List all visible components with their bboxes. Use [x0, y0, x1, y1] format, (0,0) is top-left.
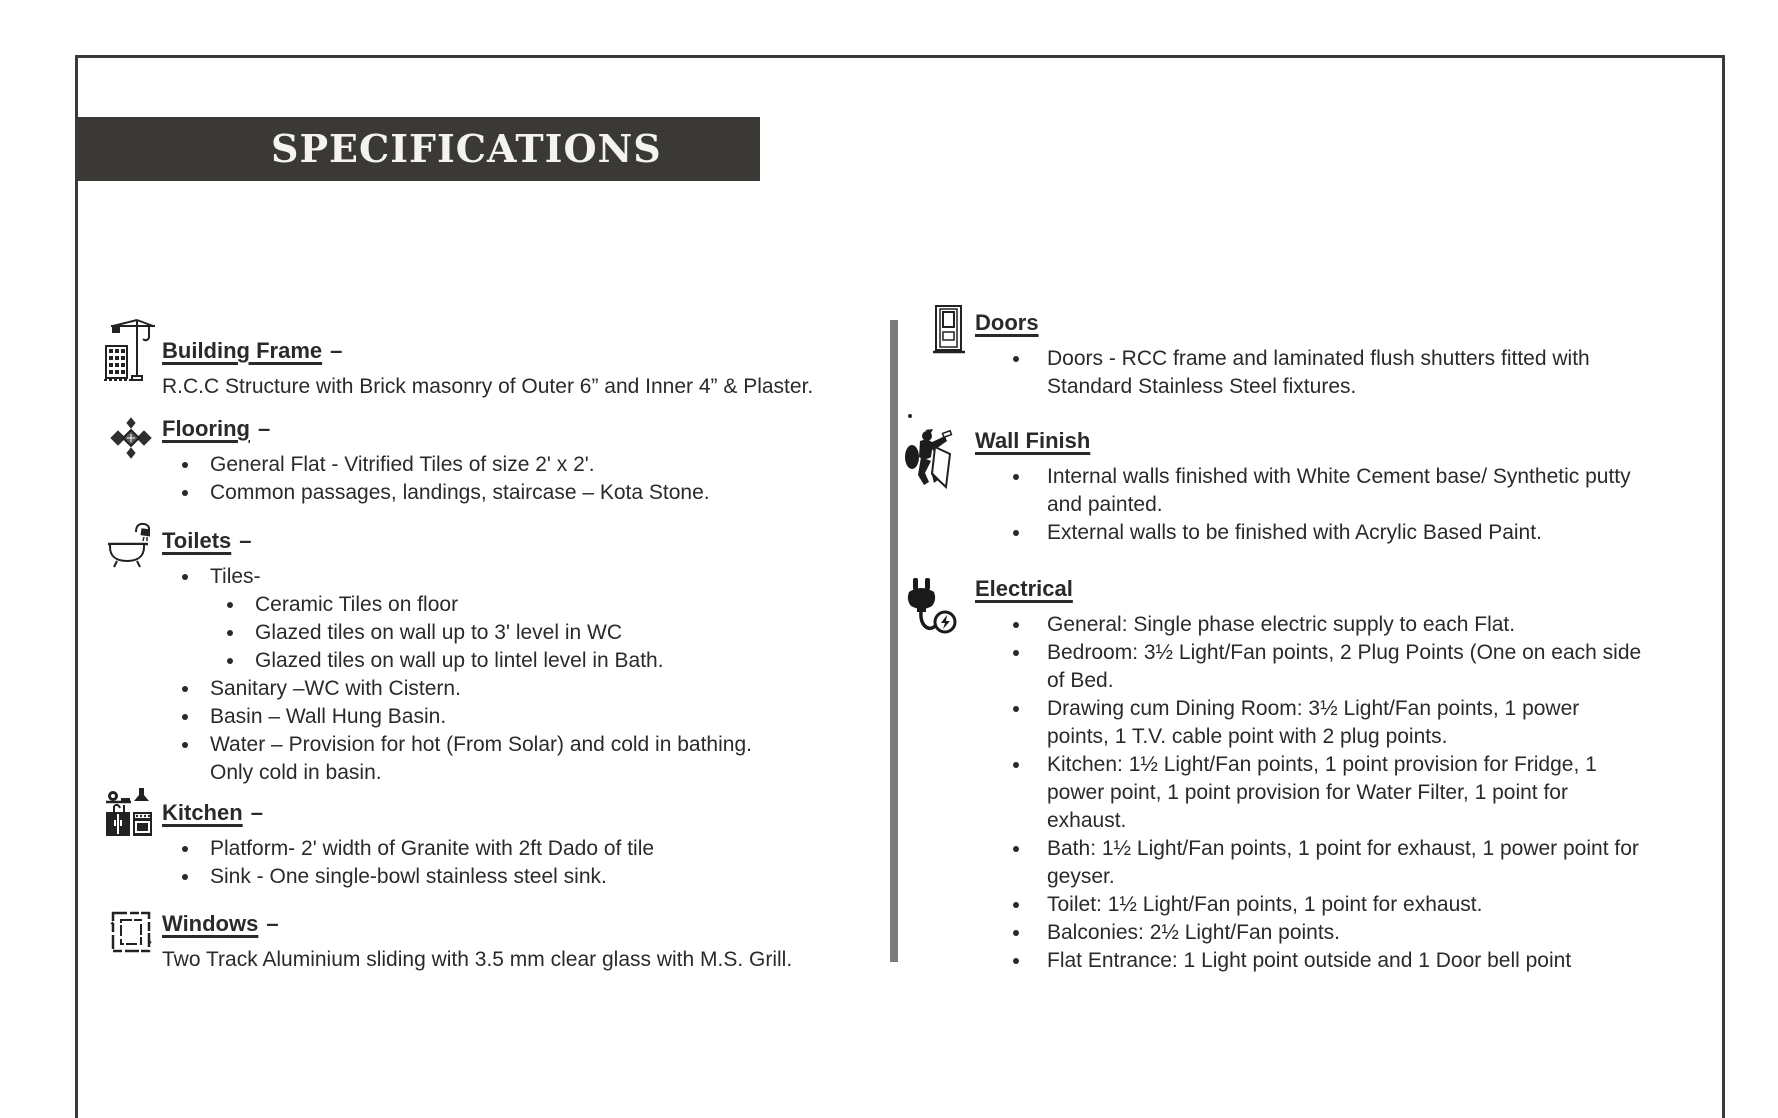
section-text: R.C.C Structure with Brick masonry of Outer 6” and Inner 4” & Plaster. — [162, 375, 814, 398]
bullet-dot — [227, 658, 233, 664]
heading-dash: – — [330, 338, 343, 363]
bullet-dot — [182, 490, 188, 496]
list-item-text: Tiles- — [210, 565, 261, 588]
list-item — [162, 479, 782, 507]
list-item — [975, 463, 1644, 519]
section-text: Two Track Aluminium sliding with 3.5 mm clear glass with M.S. Grill. — [162, 948, 793, 971]
bullet-list — [975, 611, 1644, 975]
window-icon — [110, 910, 152, 954]
bullet-dot — [1013, 762, 1019, 768]
sub-list-item — [162, 619, 782, 647]
heading-dash: – — [266, 911, 279, 936]
building-crane-icon — [103, 316, 157, 384]
bullet-dot — [1013, 902, 1019, 908]
section-heading — [162, 526, 907, 559]
list-item — [975, 891, 1644, 919]
list-item-text: Glazed tiles on wall up to 3' level in WC — [255, 621, 623, 644]
door-icon — [933, 304, 965, 356]
section-heading — [162, 909, 907, 942]
list-item — [162, 563, 782, 591]
list-item — [975, 751, 1644, 835]
bullet-dot — [1013, 930, 1019, 936]
bullet-dot — [182, 846, 188, 852]
bullet-list — [162, 835, 782, 891]
section-title: Wall Finish — [975, 428, 1091, 453]
bullet-dot — [182, 574, 188, 580]
heading-dash: – — [250, 800, 263, 825]
list-item-text: Doors - RCC frame and laminated flush shutters fitted with Standard Stainless Steel fixtures. — [1047, 347, 1590, 398]
list-item — [975, 611, 1644, 639]
list-item-text: Ceramic Tiles on floor — [255, 593, 459, 616]
list-item-text: General Flat - Vitrified Tiles of size 2' x 2'. — [210, 453, 595, 476]
list-item — [162, 703, 782, 731]
list-item — [975, 947, 1644, 975]
list-item-text: Internal walls finished with White Cement base/ Synthetic putty and painted. — [1047, 465, 1631, 516]
bullet-dot — [1013, 958, 1019, 964]
bullet-dot — [182, 714, 188, 720]
stray-dot — [908, 414, 912, 418]
list-item-text: Drawing cum Dining Room: 3½ Light/Fan points, 1 power points, 1 T.V. cable point with 2 plug points. — [1047, 697, 1580, 748]
title-bar — [75, 117, 760, 181]
list-item-text: Common passages, landings, staircase – Kota Stone. — [210, 481, 710, 504]
list-item — [975, 835, 1644, 891]
section-heading — [162, 798, 907, 831]
bullet-dot — [1013, 706, 1019, 712]
list-item — [975, 639, 1644, 695]
list-item — [162, 863, 782, 891]
bullet-dot — [227, 630, 233, 636]
bullet-dot — [1013, 650, 1019, 656]
list-item — [162, 675, 782, 703]
section-title: Toilets — [162, 528, 232, 553]
section-heading — [975, 426, 1655, 459]
list-item — [162, 835, 782, 863]
list-item-text: Kitchen: 1½ Light/Fan points, 1 point provision for Fridge, 1 power point, 1 point provision for Water Filter, 1 point for exhaust. — [1047, 753, 1597, 832]
list-item-text: Toilet: 1½ Light/Fan points, 1 point for exhaust. — [1047, 893, 1483, 916]
section-heading — [162, 414, 907, 447]
electric-plug-icon — [903, 578, 957, 638]
section-heading — [162, 336, 907, 369]
list-item-text: Balconies: 2½ Light/Fan points. — [1047, 921, 1341, 944]
bullet-dot — [1013, 622, 1019, 628]
page-title: SPECIFICATIONS — [271, 126, 662, 171]
section-electrical — [975, 574, 1655, 975]
bullet-list — [975, 463, 1644, 547]
kitchen-icon — [104, 786, 154, 838]
list-item — [975, 919, 1644, 947]
painter-icon — [901, 427, 953, 491]
heading-dash: – — [239, 528, 252, 553]
section-heading — [975, 308, 1655, 341]
list-item — [975, 695, 1644, 751]
bullet-dot — [182, 742, 188, 748]
bullet-dot — [1013, 356, 1019, 362]
bullet-dot — [182, 874, 188, 880]
section-title: Windows — [162, 911, 259, 936]
bullet-list — [975, 345, 1644, 401]
list-item — [975, 345, 1644, 401]
section-windows — [162, 909, 907, 974]
section-heading — [975, 574, 1655, 607]
bullet-dot — [1013, 530, 1019, 536]
list-item-text: Bath: 1½ Light/Fan points, 1 point for exhaust, 1 power point for geyser. — [1047, 837, 1639, 888]
list-item — [162, 731, 770, 787]
list-item — [162, 451, 782, 479]
list-item-text: General: Single phase electric supply to each Flat. — [1047, 613, 1516, 636]
heading-dash: – — [257, 416, 271, 441]
section-kitchen — [162, 798, 907, 891]
bullet-dot — [1013, 474, 1019, 480]
sub-list-item — [162, 591, 782, 619]
section-title: Doors — [975, 310, 1039, 335]
list-item-text: Water – Provision for hot (From Solar) and cold in bathing. Only cold in basin. — [210, 733, 752, 784]
bullet-dot — [182, 686, 188, 692]
section-title: Kitchen — [162, 800, 243, 825]
floor-tiles-icon — [110, 417, 152, 459]
bullet-dot — [1013, 846, 1019, 852]
section-doors — [975, 308, 1655, 401]
list-item-text: Platform- 2' width of Granite with 2ft Dado of tile — [210, 837, 655, 860]
list-item-text: Bedroom: 3½ Light/Fan points, 2 Plug Points (One on each side of Bed. — [1047, 641, 1642, 692]
section-title: Electrical — [975, 576, 1073, 601]
bullet-list — [162, 563, 782, 787]
section-building-frame — [162, 336, 907, 401]
list-item-text: Basin – Wall Hung Basin. — [210, 705, 447, 728]
list-item-text: External walls to be finished with Acrylic Based Paint. — [1047, 521, 1542, 544]
section-toilets — [162, 526, 907, 787]
list-item — [975, 519, 1644, 547]
section-title: Building Frame — [162, 338, 323, 363]
section-title: Flooring — [162, 416, 250, 441]
list-item-text: Sink - One single-bowl stainless steel sink. — [210, 865, 607, 888]
section-flooring — [162, 414, 907, 507]
section-wall-finish — [975, 426, 1655, 547]
bathtub-icon — [106, 518, 150, 568]
list-item-text: Glazed tiles on wall up to lintel level in Bath. — [255, 649, 664, 672]
list-item-text: Sanitary –WC with Cistern. — [210, 677, 461, 700]
sub-list-item — [162, 647, 782, 675]
list-item-text: Flat Entrance: 1 Light point outside and 1 Door bell point — [1047, 949, 1572, 972]
bullet-list — [162, 451, 782, 507]
bullet-dot — [227, 602, 233, 608]
bullet-dot — [182, 462, 188, 468]
